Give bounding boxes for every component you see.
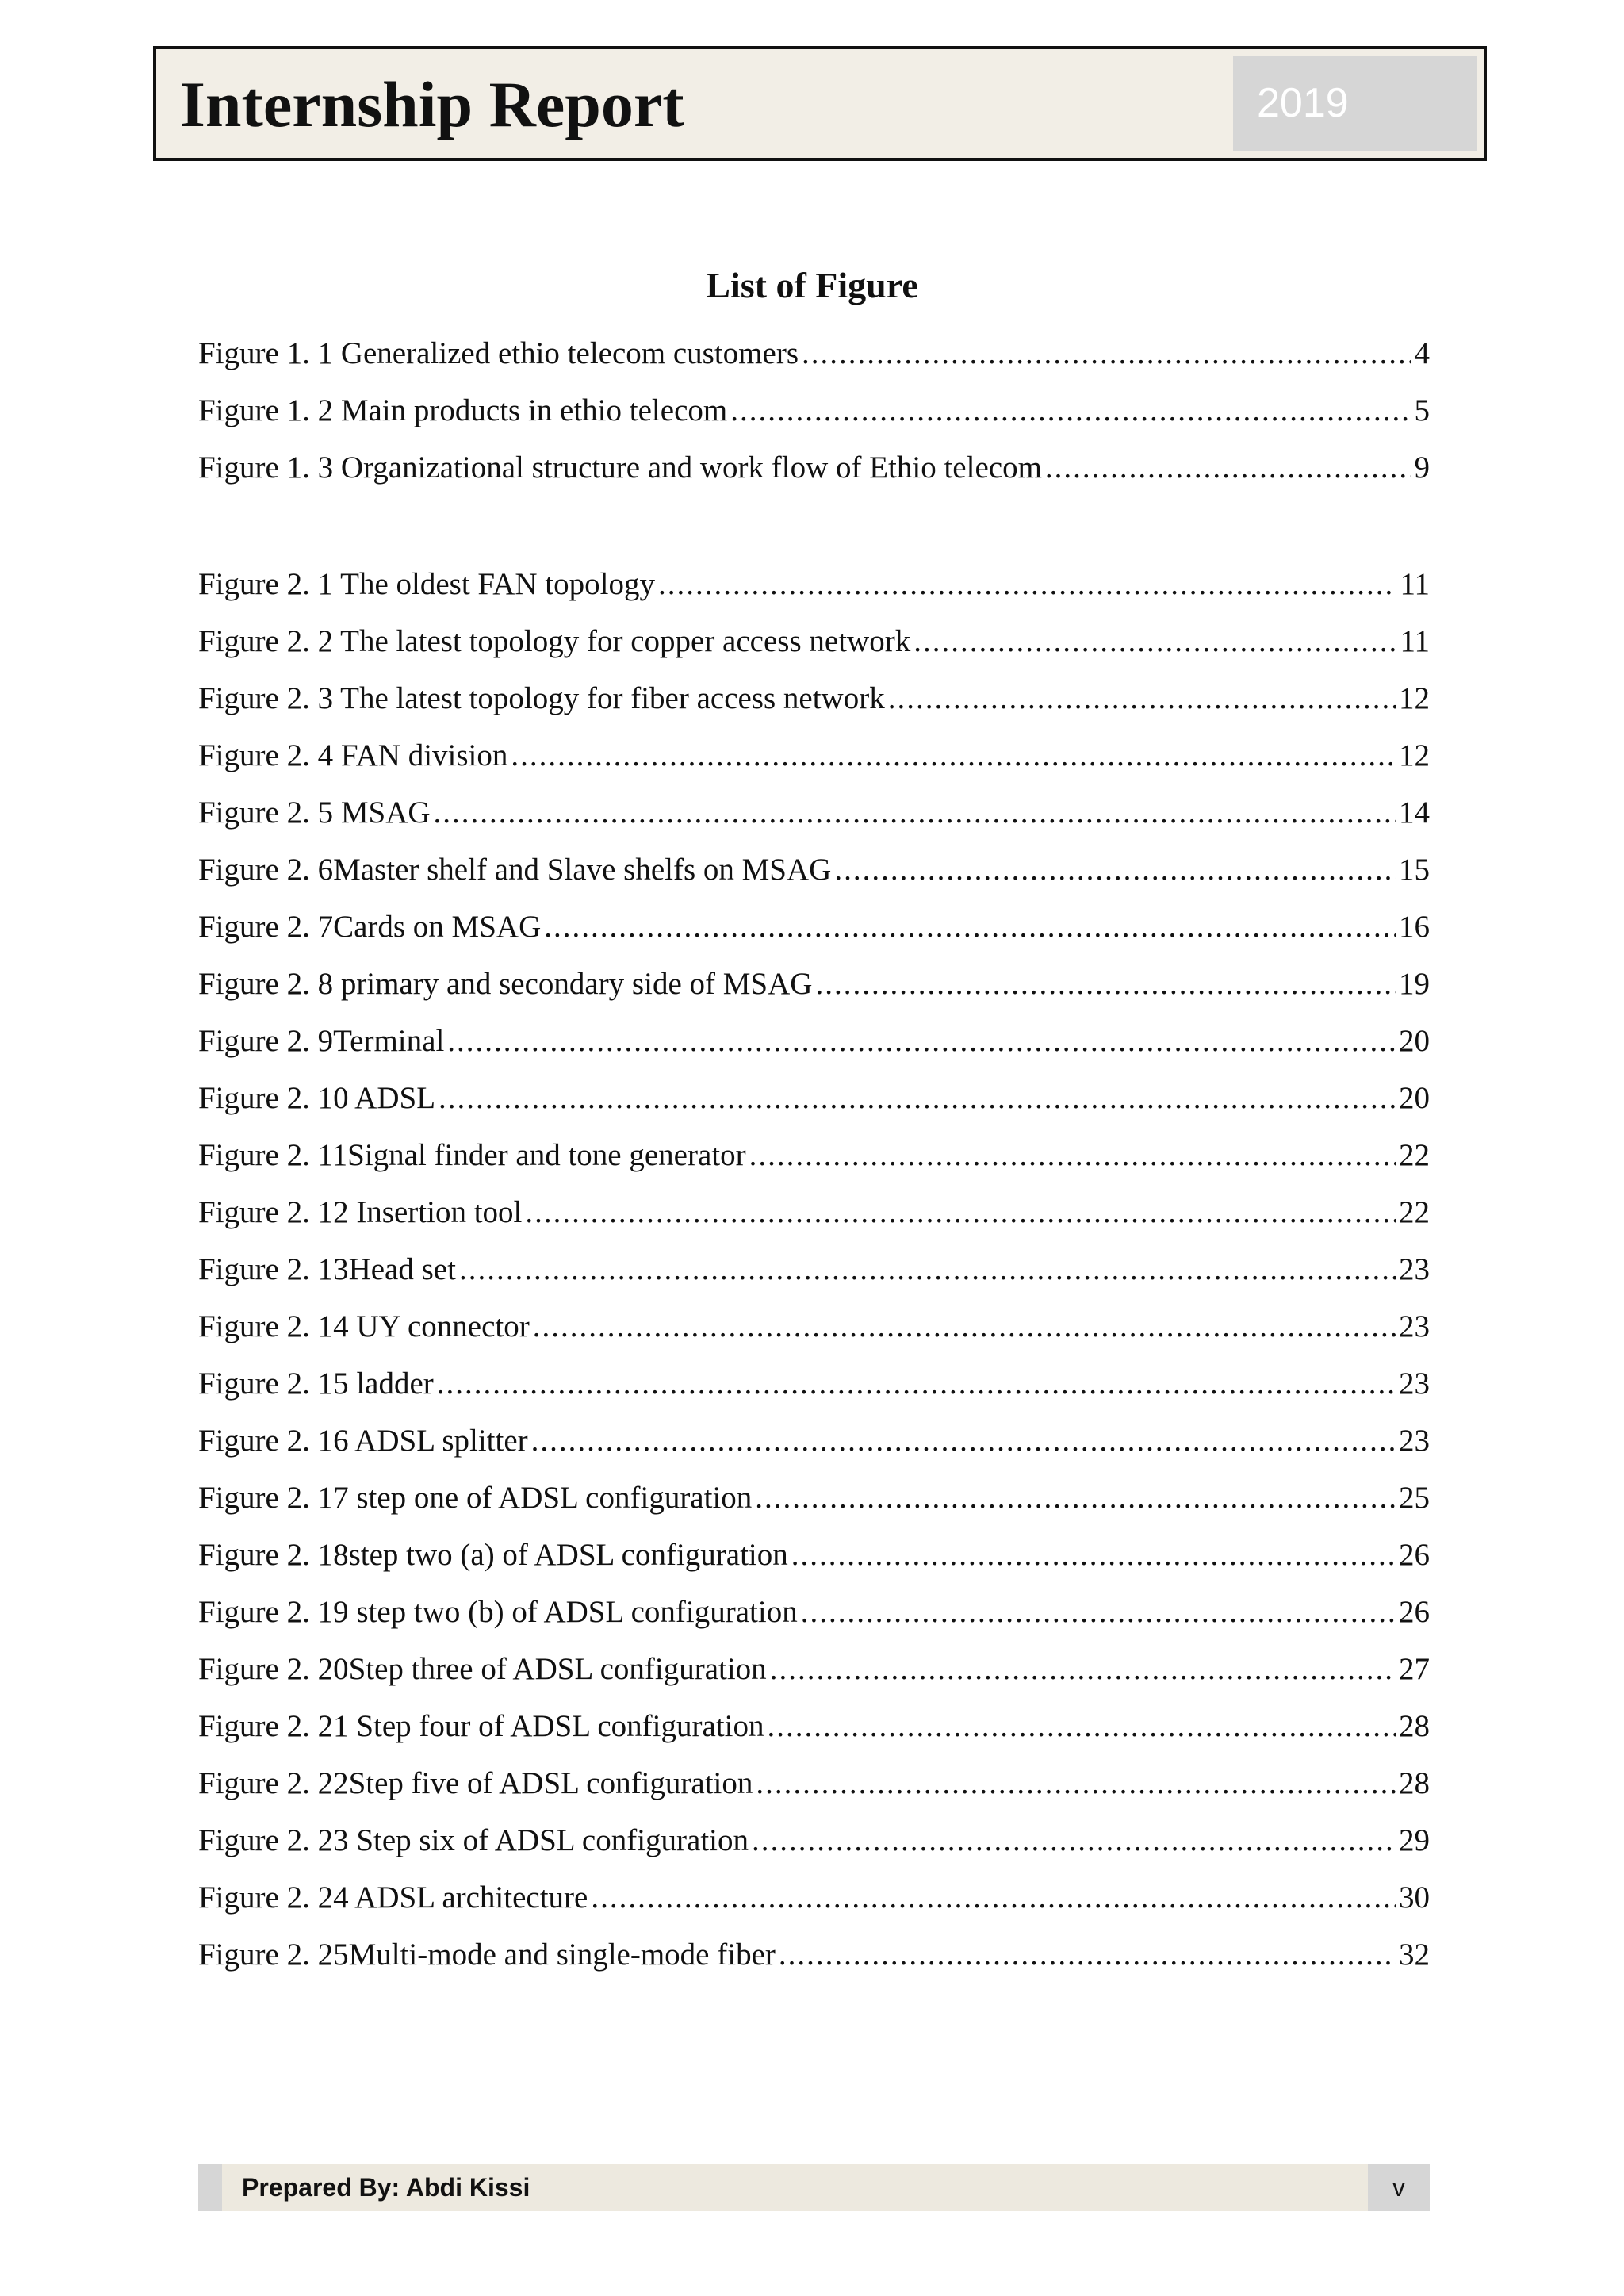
toc-entry-label: Figure 2. 5 MSAG: [198, 795, 431, 830]
toc-leader-dots: [533, 1298, 1396, 1355]
toc-entry-label: Figure 2. 7Cards on MSAG: [198, 910, 542, 944]
chapter-gap: [198, 496, 1430, 556]
toc-entry-page: 9: [1414, 450, 1430, 485]
toc-entry-page: 22: [1399, 1138, 1430, 1172]
toc-leader-dots: [544, 899, 1396, 956]
toc-leader-dots: [531, 1412, 1396, 1470]
footer-prepared-by: Prepared By: Abdi Kissi: [242, 2173, 530, 2202]
footer-page-box: [1368, 2164, 1430, 2211]
toc-entry[interactable]: [198, 1926, 1430, 1984]
toc-leader-dots: [779, 1926, 1396, 1984]
toc-entry-label: Figure 2. 25Multi-mode and single-mode fiber: [198, 1938, 776, 1972]
toc-entry-label: Figure 2. 12 Insertion tool: [198, 1195, 523, 1229]
toc-entry[interactable]: [198, 1127, 1430, 1184]
toc-entry[interactable]: [198, 1641, 1430, 1698]
toc-entry-page: 16: [1399, 910, 1430, 944]
toc-leader-dots: [591, 1869, 1396, 1926]
toc-entry-page: 22: [1399, 1195, 1430, 1229]
toc-entry[interactable]: [198, 1013, 1430, 1070]
toc-leader-dots: [434, 784, 1396, 841]
toc-entry-page: 20: [1399, 1024, 1430, 1058]
toc-entry-page: 32: [1399, 1938, 1430, 1972]
toc-leader-dots: [888, 670, 1396, 727]
page-header: [153, 46, 1487, 161]
toc-entry-label: Figure 2. 20Step three of ADSL configuration: [198, 1652, 767, 1686]
toc-leader-dots: [439, 1070, 1396, 1127]
figures-chapter-1: [198, 325, 1430, 496]
toc-entry-label: Figure 2. 11Signal finder and tone generator: [198, 1138, 746, 1172]
toc-entry[interactable]: [198, 727, 1430, 784]
toc-entry-label: Figure 2. 3 The latest topology for fiber access network: [198, 681, 885, 715]
figures-chapter-2: [198, 556, 1430, 1984]
toc-leader-dots: [459, 1241, 1396, 1298]
toc-entry-label: Figure 1. 2 Main products in ethio telecom: [198, 393, 728, 427]
toc-entry[interactable]: [198, 382, 1430, 439]
toc-leader-dots: [447, 1013, 1396, 1070]
toc-entry-label: Figure 2. 19 step two (b) of ADSL configuration: [198, 1595, 798, 1629]
toc-entry-page: 15: [1399, 853, 1430, 887]
toc-entry-label: Figure 2. 2 The latest topology for copper access network: [198, 624, 911, 658]
toc-entry-page: 11: [1400, 567, 1430, 601]
toc-entry-label: Figure 2. 21 Step four of ADSL configuration: [198, 1709, 764, 1743]
footer-page-number: v: [1392, 2173, 1405, 2202]
toc-entry-page: 25: [1399, 1481, 1430, 1515]
toc-entry-page: 23: [1399, 1309, 1430, 1343]
toc-entry[interactable]: [198, 841, 1430, 899]
toc-entry-label: Figure 2. 16 ADSL splitter: [198, 1424, 528, 1458]
toc-entry[interactable]: [198, 439, 1430, 496]
toc-entry[interactable]: [198, 1070, 1430, 1127]
toc-entry-label: Figure 2. 17 step one of ADSL configuration: [198, 1481, 753, 1515]
toc-leader-dots: [658, 556, 1396, 613]
toc-entry-page: 12: [1399, 681, 1430, 715]
toc-entry-page: 23: [1399, 1424, 1430, 1458]
toc-entry[interactable]: [198, 899, 1430, 956]
page-footer: [198, 2164, 1430, 2211]
toc-leader-dots: [801, 1584, 1396, 1641]
toc-entry-page: 23: [1399, 1252, 1430, 1286]
toc-entry-page: 26: [1399, 1595, 1430, 1629]
toc-entry-page: 28: [1399, 1766, 1430, 1800]
toc-leader-dots: [755, 1470, 1396, 1527]
toc-entry-label: Figure 2. 15 ladder: [198, 1366, 434, 1401]
toc-leader-dots: [730, 382, 1411, 439]
toc-entry[interactable]: [198, 1241, 1430, 1298]
toc-entry-page: 26: [1399, 1538, 1430, 1572]
toc-entry-label: Figure 2. 1 The oldest FAN topology: [198, 567, 655, 601]
toc-entry-label: Figure 2. 23 Step six of ADSL configuration: [198, 1823, 749, 1857]
toc-entry-page: 12: [1399, 738, 1430, 772]
toc-entry-label: Figure 2. 13Head set: [198, 1252, 456, 1286]
toc-entry[interactable]: [198, 1584, 1430, 1641]
toc-entry[interactable]: [198, 1355, 1430, 1412]
toc-entry[interactable]: [198, 1698, 1430, 1755]
toc-entry-page: 19: [1399, 967, 1430, 1001]
toc-entry-label: Figure 2. 24 ADSL architecture: [198, 1880, 588, 1915]
toc-entry-label: Figure 1. 3 Organizational structure and work flow of Ethio telecom: [198, 450, 1042, 485]
toc-entry[interactable]: [198, 1412, 1430, 1470]
toc-entry[interactable]: [198, 1527, 1430, 1584]
toc-leader-dots: [511, 727, 1396, 784]
toc-entry[interactable]: [198, 670, 1430, 727]
toc-entry[interactable]: [198, 1812, 1430, 1869]
toc-leader-dots: [815, 956, 1396, 1013]
toc-entry-page: 28: [1399, 1709, 1430, 1743]
header-year: 2019: [1257, 80, 1349, 126]
toc-entry-page: 30: [1399, 1880, 1430, 1915]
toc-leader-dots: [914, 613, 1396, 670]
header-title: Internship Report: [180, 68, 684, 140]
toc-entry[interactable]: [198, 1298, 1430, 1355]
toc-entry-label: Figure 1. 1 Generalized ethio telecom customers: [198, 336, 799, 370]
toc-leader-dots: [756, 1755, 1396, 1812]
toc-entry-label: Figure 2. 9Terminal: [198, 1024, 445, 1058]
list-of-figures-title: List of Figure: [706, 265, 918, 305]
toc-leader-dots: [525, 1184, 1396, 1241]
toc-leader-dots: [834, 841, 1396, 899]
footer-accent: [198, 2164, 222, 2211]
toc-entry[interactable]: [198, 1869, 1430, 1926]
toc-leader-dots: [767, 1698, 1396, 1755]
toc-leader-dots: [1045, 439, 1411, 496]
toc-entry[interactable]: [198, 325, 1430, 382]
toc-entry[interactable]: [198, 1470, 1430, 1527]
toc-entry[interactable]: [198, 956, 1430, 1013]
toc-leader-dots: [437, 1355, 1396, 1412]
toc-entry-label: Figure 2. 10 ADSL: [198, 1081, 436, 1115]
toc-leader-dots: [749, 1127, 1396, 1184]
header-year-box: [1233, 56, 1477, 151]
toc-entry-page: 14: [1399, 795, 1430, 830]
toc-entry-label: Figure 2. 8 primary and secondary side of MSAG: [198, 967, 813, 1001]
toc-entry-page: 20: [1399, 1081, 1430, 1115]
toc-entry-page: 27: [1399, 1652, 1430, 1686]
list-of-figures: [198, 325, 1430, 1984]
toc-entry[interactable]: [198, 1184, 1430, 1241]
toc-entry-label: Figure 2. 22Step five of ADSL configuration: [198, 1766, 753, 1800]
toc-leader-dots: [802, 325, 1411, 382]
toc-entry[interactable]: [198, 1755, 1430, 1812]
toc-entry[interactable]: [198, 784, 1430, 841]
toc-entry-page: 23: [1399, 1366, 1430, 1401]
toc-entry-page: 5: [1414, 393, 1430, 427]
toc-entry-label: Figure 2. 14 UY connector: [198, 1309, 530, 1343]
toc-leader-dots: [770, 1641, 1396, 1698]
toc-entry-page: 11: [1400, 624, 1430, 658]
toc-leader-dots: [752, 1812, 1396, 1869]
toc-entry-label: Figure 2. 18step two (a) of ADSL configuration: [198, 1538, 788, 1572]
toc-entry[interactable]: [198, 613, 1430, 670]
toc-entry-page: 4: [1414, 336, 1430, 370]
toc-entry-page: 29: [1399, 1823, 1430, 1857]
toc-entry[interactable]: [198, 556, 1430, 613]
toc-entry-label: Figure 2. 6Master shelf and Slave shelfs on MSAG: [198, 853, 832, 887]
toc-leader-dots: [791, 1527, 1396, 1584]
toc-entry-label: Figure 2. 4 FAN division: [198, 738, 508, 772]
